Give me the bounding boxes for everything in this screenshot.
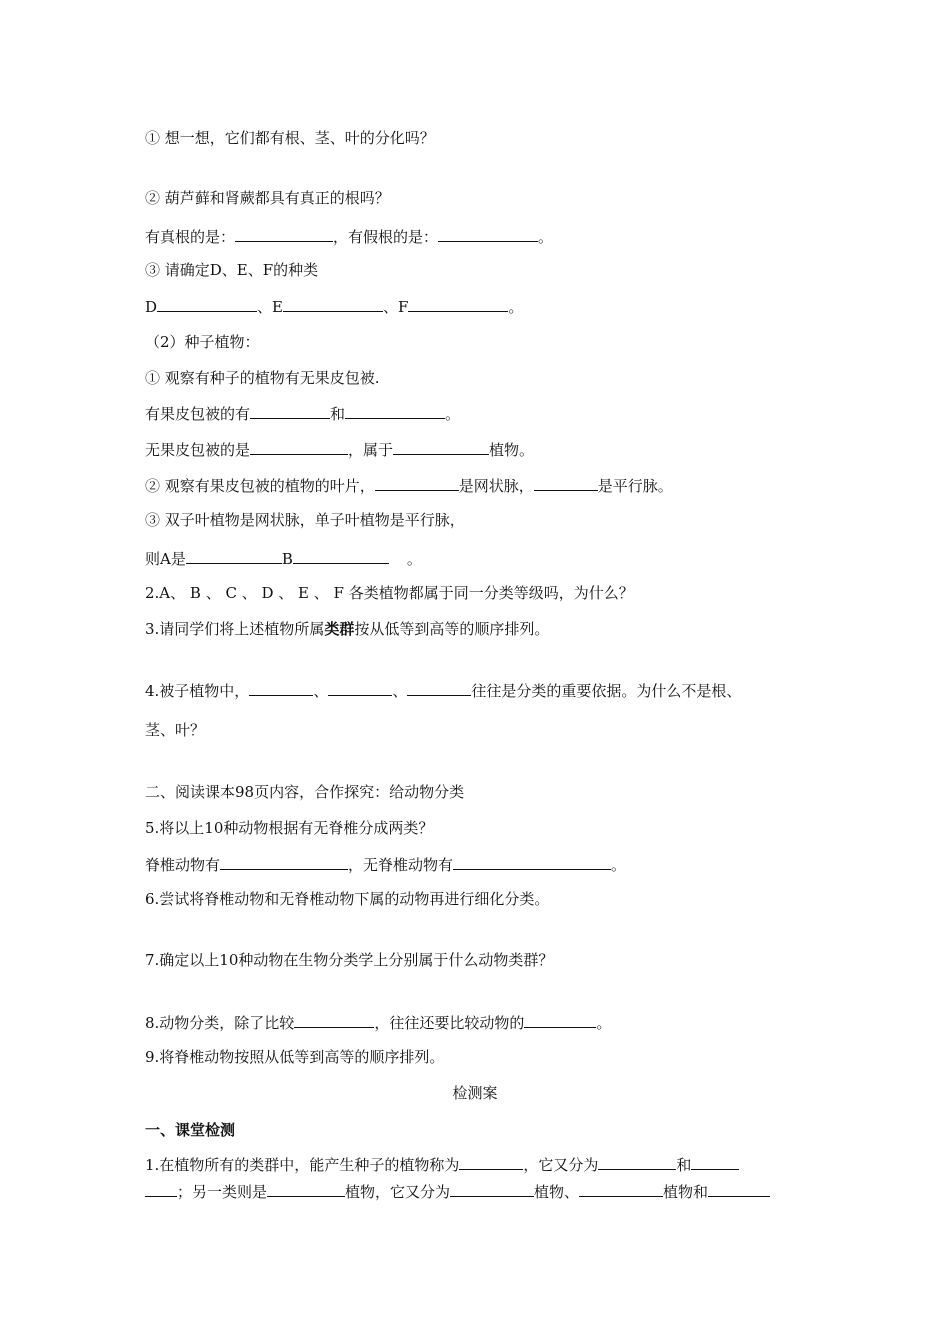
ab-fill-line: 则A是 B 。 <box>145 550 422 568</box>
t1-blank-4[interactable] <box>267 1181 345 1197</box>
t1-blank-3-cont[interactable] <box>145 1181 177 1197</box>
section-2-heading: 二、阅读课本98页内容，合作探究：给动物分类 <box>145 783 465 801</box>
t1-blank-1[interactable] <box>459 1154 523 1170</box>
invertebrate-blank[interactable] <box>453 854 611 870</box>
seed-question-3: ③ 双子叶植物是网状脉，单子叶植物是平行脉， <box>145 511 465 529</box>
question-4: 4.被子植物中， 、 、 往往是分类的重要依据。为什么不是根、 <box>145 682 742 700</box>
question-9: 9.将脊椎动物按照从低等到高等的顺序排列。 <box>145 1048 445 1066</box>
no-peel-blank-2[interactable] <box>393 439 489 455</box>
true-root-blank[interactable] <box>235 226 333 242</box>
vertebrate-blank[interactable] <box>220 854 348 870</box>
parallel-vein-blank[interactable] <box>534 475 598 491</box>
false-root-blank[interactable] <box>438 226 538 242</box>
def-fill-line: D 、E 、F 。 <box>145 298 524 316</box>
question-3: 3.请同学们将上述植物所属类群按从低等到高等的顺序排列。 <box>145 620 550 638</box>
peel-fill-line: 有果皮包被的有 和 。 <box>145 405 461 423</box>
a-blank[interactable] <box>186 548 282 564</box>
peel-blank-2[interactable] <box>345 403 445 419</box>
root-fill-line: 有真根的是： ，有假根的是： 。 <box>145 228 554 246</box>
q4-blank-1[interactable] <box>249 680 313 696</box>
q4-blank-3[interactable] <box>407 680 471 696</box>
t1-blank-7[interactable] <box>708 1181 770 1197</box>
q8-blank-2[interactable] <box>524 1012 596 1028</box>
test-question-1-cont: ；另一类则是 植物，它又分为 植物、 植物和 <box>145 1181 770 1202</box>
class-test-heading: 一、课堂检测 <box>145 1121 236 1139</box>
seed-question-1: ① 观察有种子的植物有无果皮包被. <box>145 369 380 387</box>
leaf-fill-line: ② 观察有果皮包被的植物的叶片， 是网状脉， 是平行脉。 <box>145 477 673 495</box>
no-peel-blank-1[interactable] <box>250 439 348 455</box>
net-vein-blank[interactable] <box>375 475 459 491</box>
t1-blank-5[interactable] <box>450 1181 534 1197</box>
no-peel-fill-line: 无果皮包被的是 ，属于 植物。 <box>145 441 535 459</box>
d-blank[interactable] <box>157 296 257 312</box>
question-1-2: ② 葫芦藓和肾蕨都具有真正的根吗？ <box>145 189 390 207</box>
t1-blank-6[interactable] <box>579 1181 663 1197</box>
q4-blank-2[interactable] <box>328 680 392 696</box>
b-blank[interactable] <box>293 548 389 564</box>
f-blank[interactable] <box>408 296 508 312</box>
t1-blank-2[interactable] <box>598 1154 676 1170</box>
question-5: 5.将以上10种动物根据有无脊椎分成两类？ <box>145 819 434 837</box>
vertebrate-fill-line: 脊椎动物有 ，无脊椎动物有 。 <box>145 856 627 874</box>
question-6: 6.尝试将脊椎动物和无脊椎动物下属的动物再进行细化分类。 <box>145 890 550 908</box>
question-2: 2.A、 B 、 C 、 D 、 E 、 F 各类植物都属于同一分类等级吗，为什么？ <box>145 584 634 602</box>
q8-blank-1[interactable] <box>294 1012 374 1028</box>
question-4-cont: 茎、叶？ <box>145 721 206 739</box>
question-8: 8.动物分类，除了比较 ，往往还要比较动物的 。 <box>145 1014 612 1032</box>
test-question-1: 1.在植物所有的类群中，能产生种子的植物称为 ，它又分为 和 <box>145 1154 739 1175</box>
e-blank[interactable] <box>283 296 383 312</box>
question-7: 7.确定以上10种动物在生物分类学上分别属于什么动物类群？ <box>145 951 554 969</box>
seed-plants-title: （2）种子植物： <box>145 333 260 351</box>
t1-blank-3[interactable] <box>691 1154 739 1170</box>
peel-blank-1[interactable] <box>250 403 330 419</box>
question-1-1: ① 想一想，它们都有根、茎、叶的分化吗？ <box>145 129 435 147</box>
question-1-3: ③ 请确定D、E、F的种类 <box>145 261 319 279</box>
test-title: 检测案 <box>452 1084 498 1102</box>
